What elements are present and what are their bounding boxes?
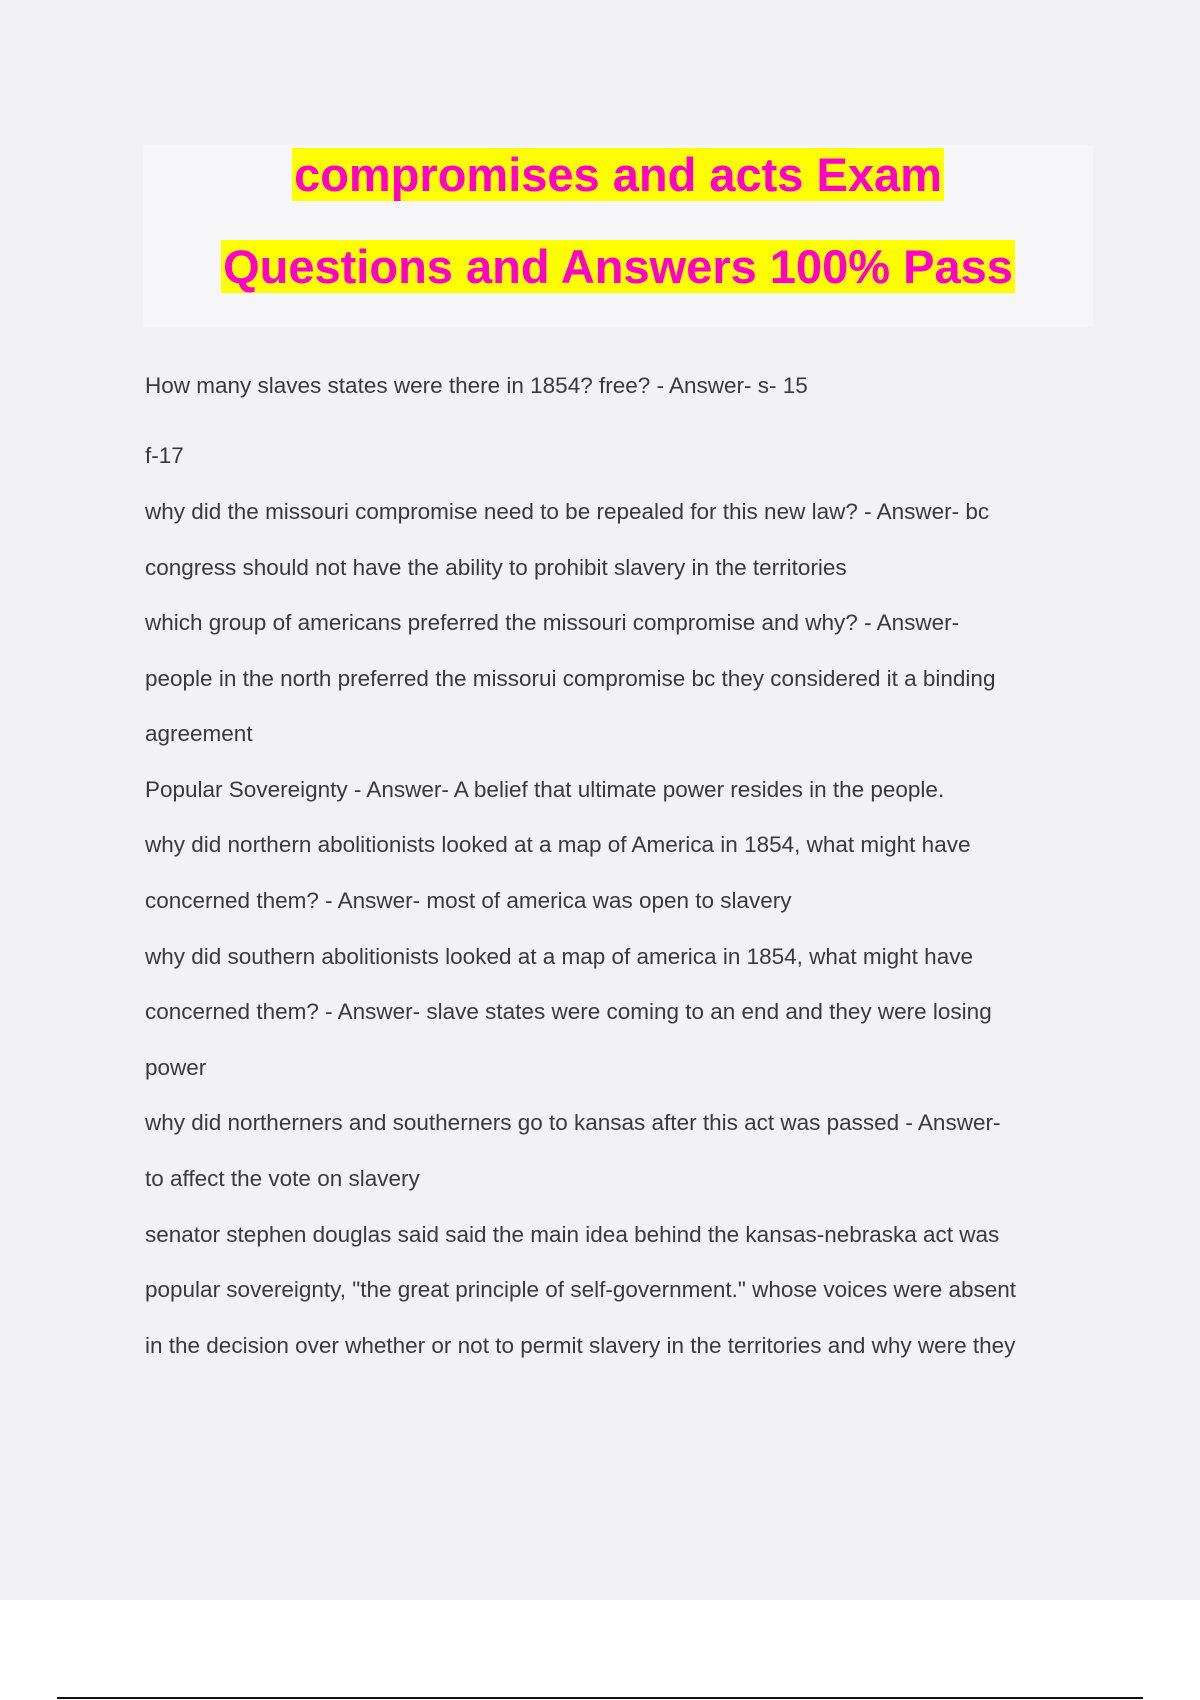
body-line: Popular Sovereignty - Answer- A belief that ultimate power resides in the people. bbox=[145, 777, 945, 802]
body-line: congress should not have the ability to prohibit slavery in the territories bbox=[145, 555, 847, 580]
body-line: How many slaves states were there in 1854? free? - Answer- s- 15 bbox=[145, 373, 808, 398]
body-line: concerned them? - Answer- slave states were coming to an end and they were losing bbox=[145, 999, 992, 1024]
body-line: why did northern abolitionists looked at a map of America in 1854, what might have bbox=[145, 832, 971, 857]
body-line: why did the missouri compromise need to be repealed for this new law? - Answer- bc bbox=[145, 499, 990, 524]
body-line: senator stephen douglas said said the main idea behind the kansas-nebraska act was bbox=[145, 1222, 1000, 1247]
body-line: concerned them? - Answer- most of america was open to slavery bbox=[145, 888, 792, 913]
body-line: why did southern abolitionists looked at a map of america in 1854, what might have bbox=[145, 944, 973, 969]
body-line: agreement bbox=[145, 721, 253, 746]
body-line: f-17 bbox=[145, 443, 184, 468]
body-line: power bbox=[145, 1055, 207, 1080]
footer-divider bbox=[57, 1697, 1143, 1699]
body-line: to affect the vote on slavery bbox=[145, 1166, 420, 1191]
title-text-2: Questions and Answers 100% Pass bbox=[223, 240, 1013, 293]
body-line: in the decision over whether or not to permit slavery in the territories and why were they bbox=[145, 1333, 1016, 1358]
body-line: why did northerners and southerners go to kansas after this act was passed - Answer- bbox=[145, 1110, 1001, 1135]
title-line-1 bbox=[143, 145, 1093, 205]
title-text-1: compromises and acts Exam bbox=[294, 148, 942, 201]
body-line: people in the north preferred the missorui compromise bc they considered it a binding bbox=[145, 666, 996, 691]
title-line-2 bbox=[143, 237, 1093, 297]
body-line: popular sovereignty, "the great principle of self-government." whose voices were absent bbox=[145, 1277, 1017, 1302]
title-block bbox=[143, 145, 1093, 327]
body-line: which group of americans preferred the missouri compromise and why? - Answer- bbox=[145, 610, 960, 635]
